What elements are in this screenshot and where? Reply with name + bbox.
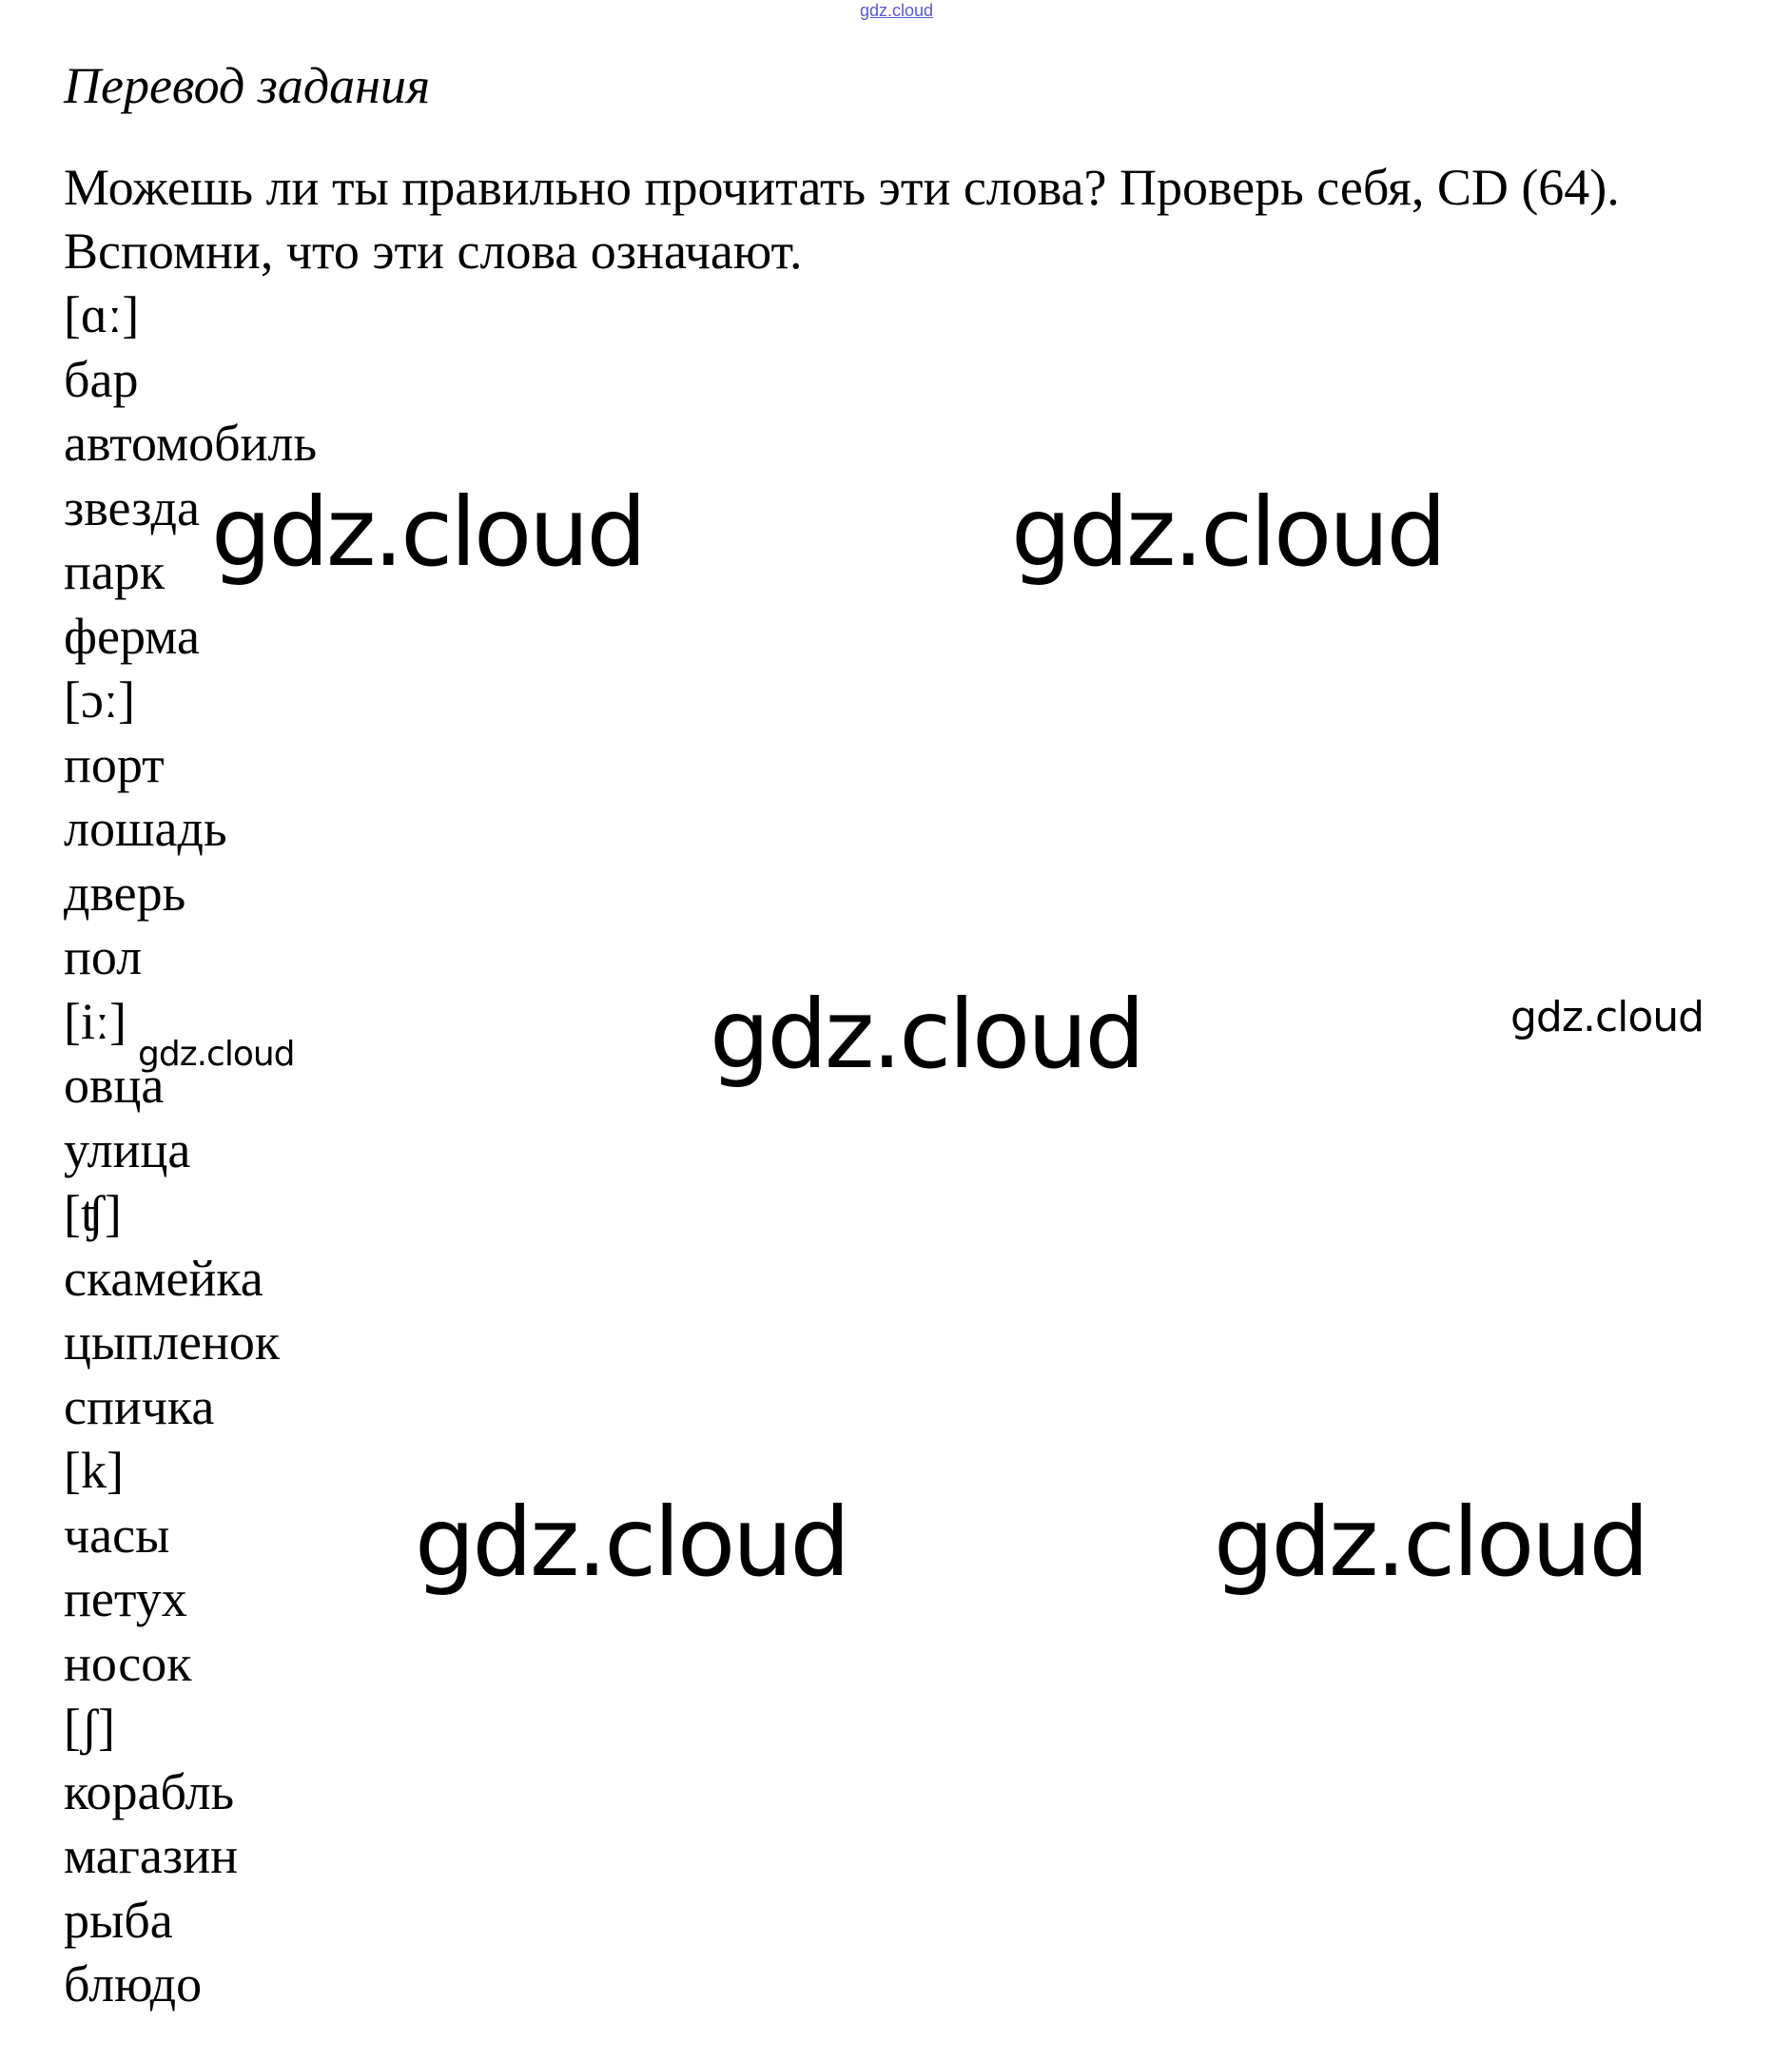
word-item: носок	[64, 1634, 192, 1692]
word-item: дверь	[64, 864, 186, 922]
word-item: спичка	[64, 1377, 215, 1435]
word-item: овца	[64, 1057, 165, 1114]
sound-heading: [ʃ]	[64, 1699, 115, 1756]
word-item: петух	[64, 1570, 187, 1627]
task-instruction	[64, 156, 1620, 283]
watermark-large: gdz.cloud	[1011, 476, 1445, 588]
top-watermark-link[interactable]: gdz.cloud	[860, 1, 934, 20]
sound-heading: [iː]	[64, 992, 127, 1050]
instruction-line-2: Вспомни, что эти слова означают.	[64, 223, 803, 280]
word-item: парк	[64, 543, 166, 600]
word-item: цыпленок	[64, 1313, 281, 1371]
word-item: корабль	[64, 1762, 235, 1820]
word-item: бар	[64, 350, 139, 408]
word-item: улица	[64, 1120, 191, 1178]
word-item: автомобиль	[64, 415, 318, 472]
word-item: звезда	[64, 478, 200, 536]
page-heading: Перевод задания	[64, 57, 431, 114]
word-item: скамейка	[64, 1249, 263, 1307]
instruction-line-1: Можешь ли ты правильно прочитать эти слова? Проверь себя, CD (64).	[64, 159, 1620, 216]
word-item: блюдо	[64, 1955, 203, 2012]
word-item: лошадь	[64, 800, 227, 857]
watermark-large: gdz.cloud	[710, 979, 1143, 1090]
watermark-small: gdz.cloud	[1510, 993, 1704, 1041]
word-item: порт	[64, 735, 165, 793]
word-item: магазин	[64, 1827, 239, 1884]
watermark-small: gdz.cloud	[138, 1035, 295, 1074]
sound-heading: [k]	[64, 1442, 124, 1499]
watermark-large: gdz.cloud	[1214, 1487, 1647, 1598]
watermark-large: gdz.cloud	[211, 476, 645, 588]
word-item: пол	[64, 928, 143, 985]
sound-heading: [ɔː]	[64, 671, 135, 729]
word-item: ферма	[64, 607, 200, 665]
word-item: часы	[64, 1506, 170, 1564]
watermark-large: gdz.cloud	[415, 1487, 848, 1598]
sound-heading: [ʧ]	[64, 1185, 122, 1242]
sound-heading: [ɑː]	[64, 286, 140, 343]
word-item: рыба	[64, 1891, 173, 1949]
